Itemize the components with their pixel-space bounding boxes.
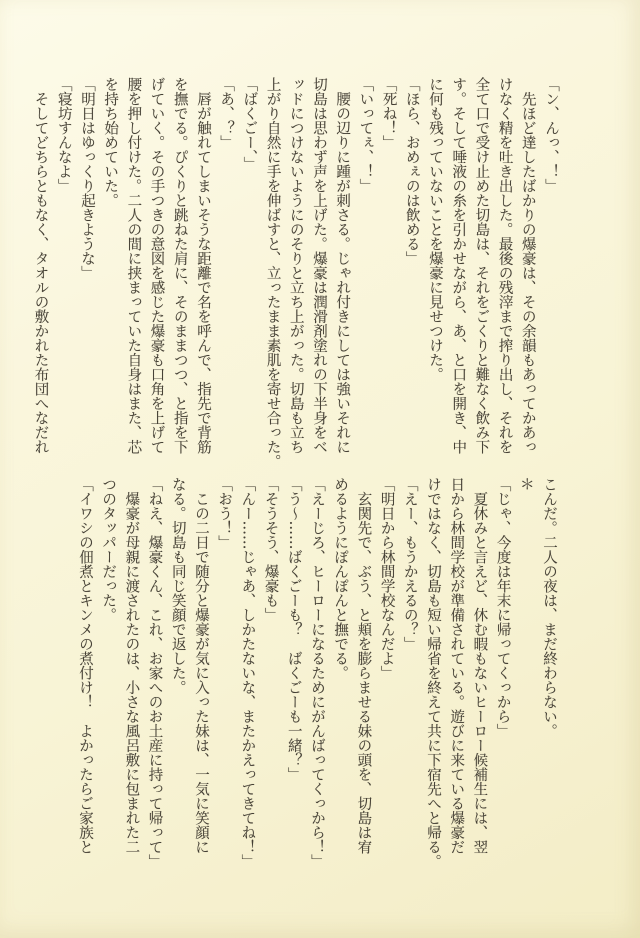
bottom-text-block bbox=[73, 477, 560, 869]
text-column: 「あ、？」 bbox=[218, 77, 235, 150]
text-column: 「おう！」 bbox=[216, 477, 233, 550]
text-column: 「イワシの佃煮とキンメの煮付け！ よかったらご家族と bbox=[76, 477, 93, 854]
text-column: 玄関先で、ぶう、と頬を膨らませる妹の頭を、切島は宥 bbox=[355, 477, 372, 854]
text-column: そしてどちらともなく、タオルの敷かれた布団へなだれ bbox=[32, 77, 49, 454]
text-column: 「ばくごー、」 bbox=[241, 77, 258, 172]
text-column: つのタッパーだった。 bbox=[100, 477, 117, 622]
text-column: この二日で随分と爆豪が気に入った妹は、一気に笑顔に bbox=[192, 477, 209, 854]
text-column: 「えーじろ、ヒーローになるためにがんばってくっから！」 bbox=[308, 477, 325, 869]
text-column: 全て口で受け止めた切島は、それをごくりと難なく飲み下 bbox=[473, 77, 490, 454]
text-column: げていく。その手つきの意図を感じた爆豪も口角を上げて bbox=[148, 77, 165, 454]
text-column: を持ち始めていた。 bbox=[102, 77, 119, 208]
text-column: 「じゃ、今度は年末に帰ってくっから」 bbox=[494, 477, 511, 738]
text-column: に何も残っていないことを爆豪に見せつけた。 bbox=[426, 77, 443, 382]
text-column: 爆豪が母親に渡されたのは、小さな風呂敷に包まれた二 bbox=[123, 477, 140, 854]
text-column: 「う〜……ばくごーも？ ばくごーも一緒？」 bbox=[285, 477, 302, 782]
text-column: 「ねえ、爆豪くん、これ、お家へのお土産に持って帰って」 bbox=[146, 477, 163, 869]
text-column: 「ン、んっ、！」 bbox=[543, 77, 559, 193]
text-column: 唇が触れてしまいそうな距離で名を呼んで、指先で背筋 bbox=[194, 77, 211, 454]
text-column: 「ほら、おめぇのは飲める」 bbox=[403, 77, 420, 266]
text-column: 「そうそう、爆豪も」 bbox=[262, 477, 279, 622]
text-column: 先ほど達したばかりの爆豪は、その余韻もあってかあっ bbox=[519, 77, 536, 454]
text-column: を撫でる。ぴくりと跳ねた肩に、そのままつつ、と指を下 bbox=[171, 77, 188, 454]
text-column: 「寝坊すんなよ」 bbox=[55, 77, 72, 193]
text-column: 切島は思わず声を上げた。爆豪は潤滑剤塗れの下半身をベ bbox=[310, 77, 327, 454]
text-column: けではなく、切島も短い帰省を終えて共に下宿先へと帰る。 bbox=[424, 477, 441, 869]
text-column: 「明日はゆっくり起きような」 bbox=[78, 77, 95, 280]
text-column: 「死ね！」 bbox=[380, 77, 397, 150]
text-column: 日から林間学校が準備されている。遊びに来ている爆豪だ bbox=[448, 477, 465, 854]
text-column: なる。切島も同じ笑顔で返した。 bbox=[169, 477, 186, 695]
text-column: 腰を押し付けた。二人の間に挟まっていた自身はまた、芯 bbox=[125, 77, 142, 454]
text-column: す。そして唾液の糸を引かせながら、あ、と口を開き、中 bbox=[450, 77, 467, 454]
top-text-block bbox=[28, 77, 562, 469]
text-column: 「えー、もうかえるの？」 bbox=[401, 477, 418, 651]
text-column: けなく精を吐き出した。最後の残滓まで搾り出し、それを bbox=[496, 77, 513, 454]
text-column: 「明日から林間学校なんだよ」 bbox=[378, 477, 395, 680]
text-column: 上がり自然に手を伸ばすと、立ったまま素肌を寄せ合った。 bbox=[264, 77, 281, 469]
text-column: 腰の辺りに踵が刺さる。じゃれ付きにしては強いそれに bbox=[334, 77, 351, 454]
text-column: めるようにぽんぽんと撫でる。 bbox=[332, 477, 349, 680]
text-column: 「んー……じゃあ、しかたないな、またかえってきてね！」 bbox=[239, 477, 256, 869]
text-column: 「いってぇ、！」 bbox=[357, 77, 374, 193]
text-column: ッドにつけないようにのそりと立ち上がった。切島も立ち bbox=[287, 77, 304, 454]
scene-break-marker: ＊ bbox=[517, 477, 534, 492]
text-column: こんだ。二人の夜は、まだ終わらない。 bbox=[541, 477, 557, 738]
text-column: 夏休みと言えど、休む暇もないヒーロー候補生には、翌 bbox=[471, 477, 488, 854]
